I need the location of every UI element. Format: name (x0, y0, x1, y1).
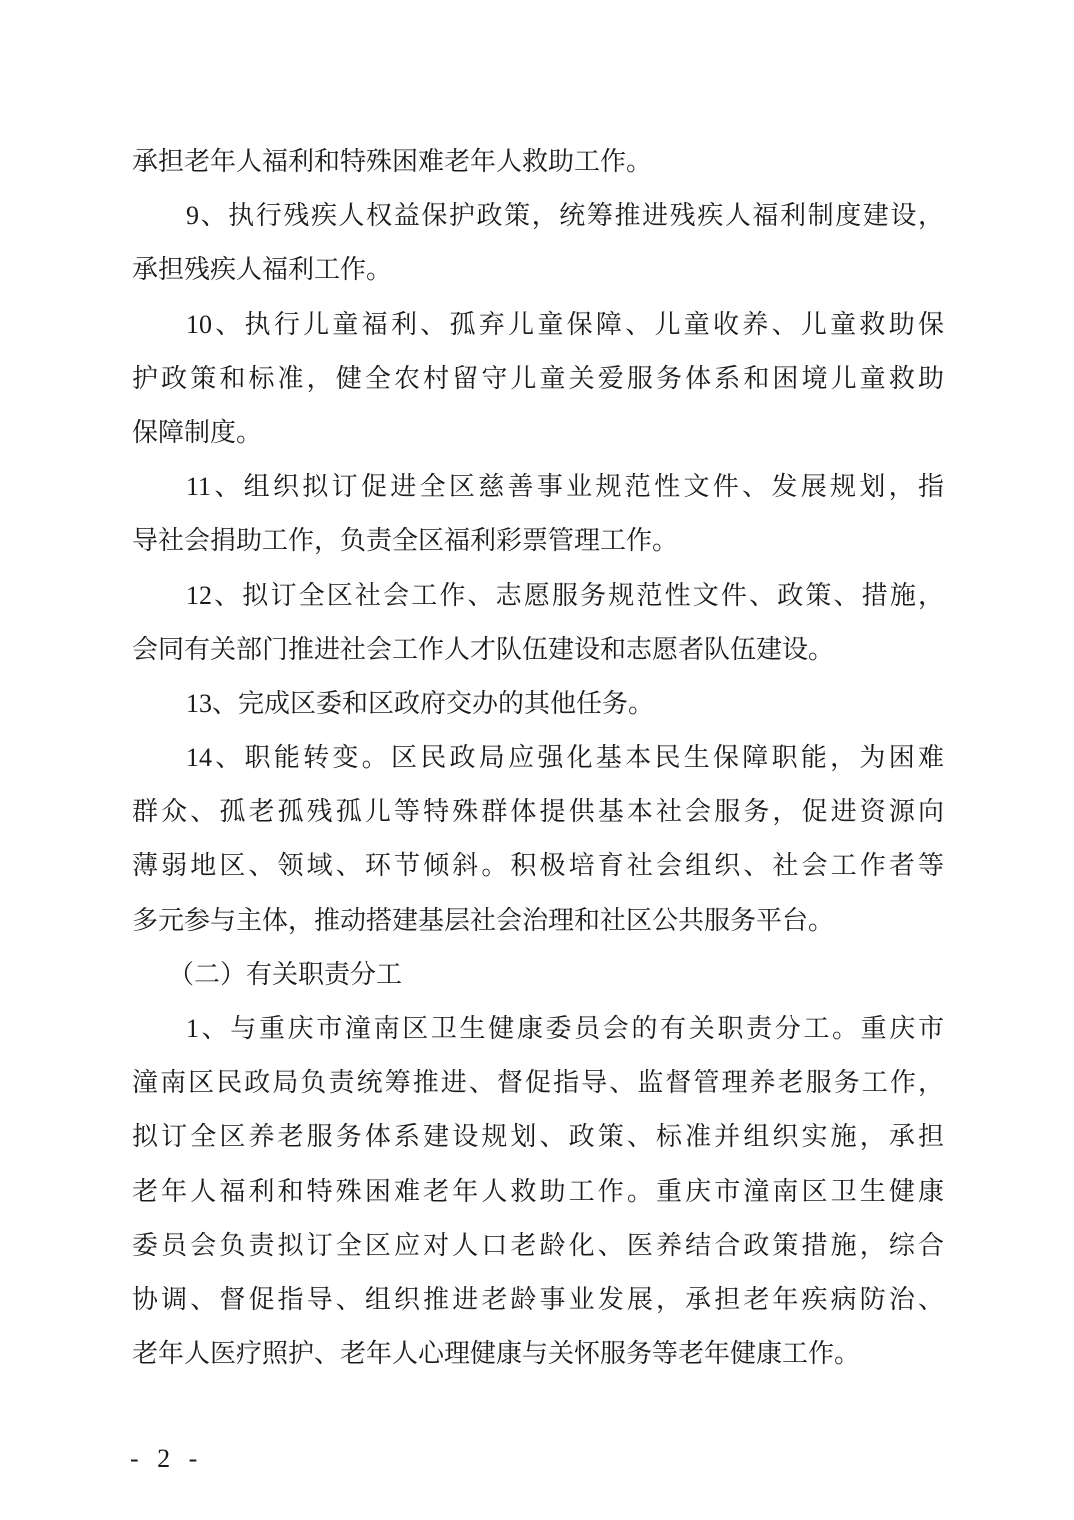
paragraph (132, 1002, 944, 1381)
text-line: （二）有关职责分工 (168, 959, 403, 989)
paragraph (132, 460, 944, 568)
paragraph (132, 298, 944, 461)
text-line: 老年人福利和特殊困难老年人救助工作。重庆市潼南区卫生健康 (132, 1176, 944, 1206)
paragraph (132, 189, 944, 297)
text-line: 10、执行儿童福利、孤弃儿童保障、儿童收养、儿童救助保 (186, 309, 944, 339)
text-line: 群众、孤老孤残孤儿等特殊群体提供基本社会服务，促进资源向 (132, 797, 944, 827)
text-line: 12、拟订全区社会工作、志愿服务规范性文件、政策、措施， (186, 580, 944, 610)
text-line: 13、完成区委和区政府交办的其他任务。 (186, 688, 655, 718)
text-line: 14、职能转变。区民政局应强化基本民生保障职能，为困难 (186, 743, 944, 773)
text-line: 多元参与主体，推动搭建基层社会治理和社区公共服务平台。 (132, 905, 835, 935)
text-line: 9、执行残疾人权益保护政策，统筹推进残疾人福利制度建设， (186, 201, 944, 231)
text-line: 潼南区民政局负责统筹推进、督促指导、监督管理养老服务工作， (132, 1068, 944, 1098)
text-line: 导社会捐助工作，负责全区福利彩票管理工作。 (132, 526, 679, 556)
text-line: 承担残疾人福利工作。 (132, 255, 393, 285)
text-line: 11、组织拟订促进全区慈善事业规范性文件、发展规划，指 (186, 472, 944, 502)
text-line: 委员会负责拟订全区应对人口老龄化、医养结合政策措施，综合 (132, 1230, 944, 1260)
paragraph (132, 569, 944, 677)
text-line: 护政策和标准，健全农村留守儿童关爱服务体系和困境儿童救助 (132, 363, 944, 393)
paragraph (132, 677, 944, 731)
paragraph (132, 135, 944, 189)
section-heading (132, 948, 944, 1002)
text-line: 保障制度。 (132, 417, 263, 447)
paragraph (132, 731, 944, 948)
text-line: 协调、督促指导、组织推进老龄事业发展，承担老年疾病防治、 (132, 1284, 944, 1314)
text-line: 老年人医疗照护、老年人心理健康与关怀服务等老年健康工作。 (132, 1339, 861, 1369)
text-line: 1、与重庆市潼南区卫生健康委员会的有关职责分工。重庆市 (186, 1014, 944, 1043)
text-line: 薄弱地区、领域、环节倾斜。积极培育社会组织、社会工作者等 (132, 851, 944, 881)
page-number: - 2 - (130, 1444, 204, 1473)
text-line: 会同有关部门推进社会工作人才队伍建设和志愿者队伍建设。 (132, 634, 835, 664)
text-line: 承担老年人福利和特殊困难老年人救助工作。 (132, 147, 653, 176)
document-body (132, 135, 944, 1381)
text-line: 拟订全区养老服务体系建设规划、政策、标准并组织实施，承担 (132, 1122, 944, 1152)
